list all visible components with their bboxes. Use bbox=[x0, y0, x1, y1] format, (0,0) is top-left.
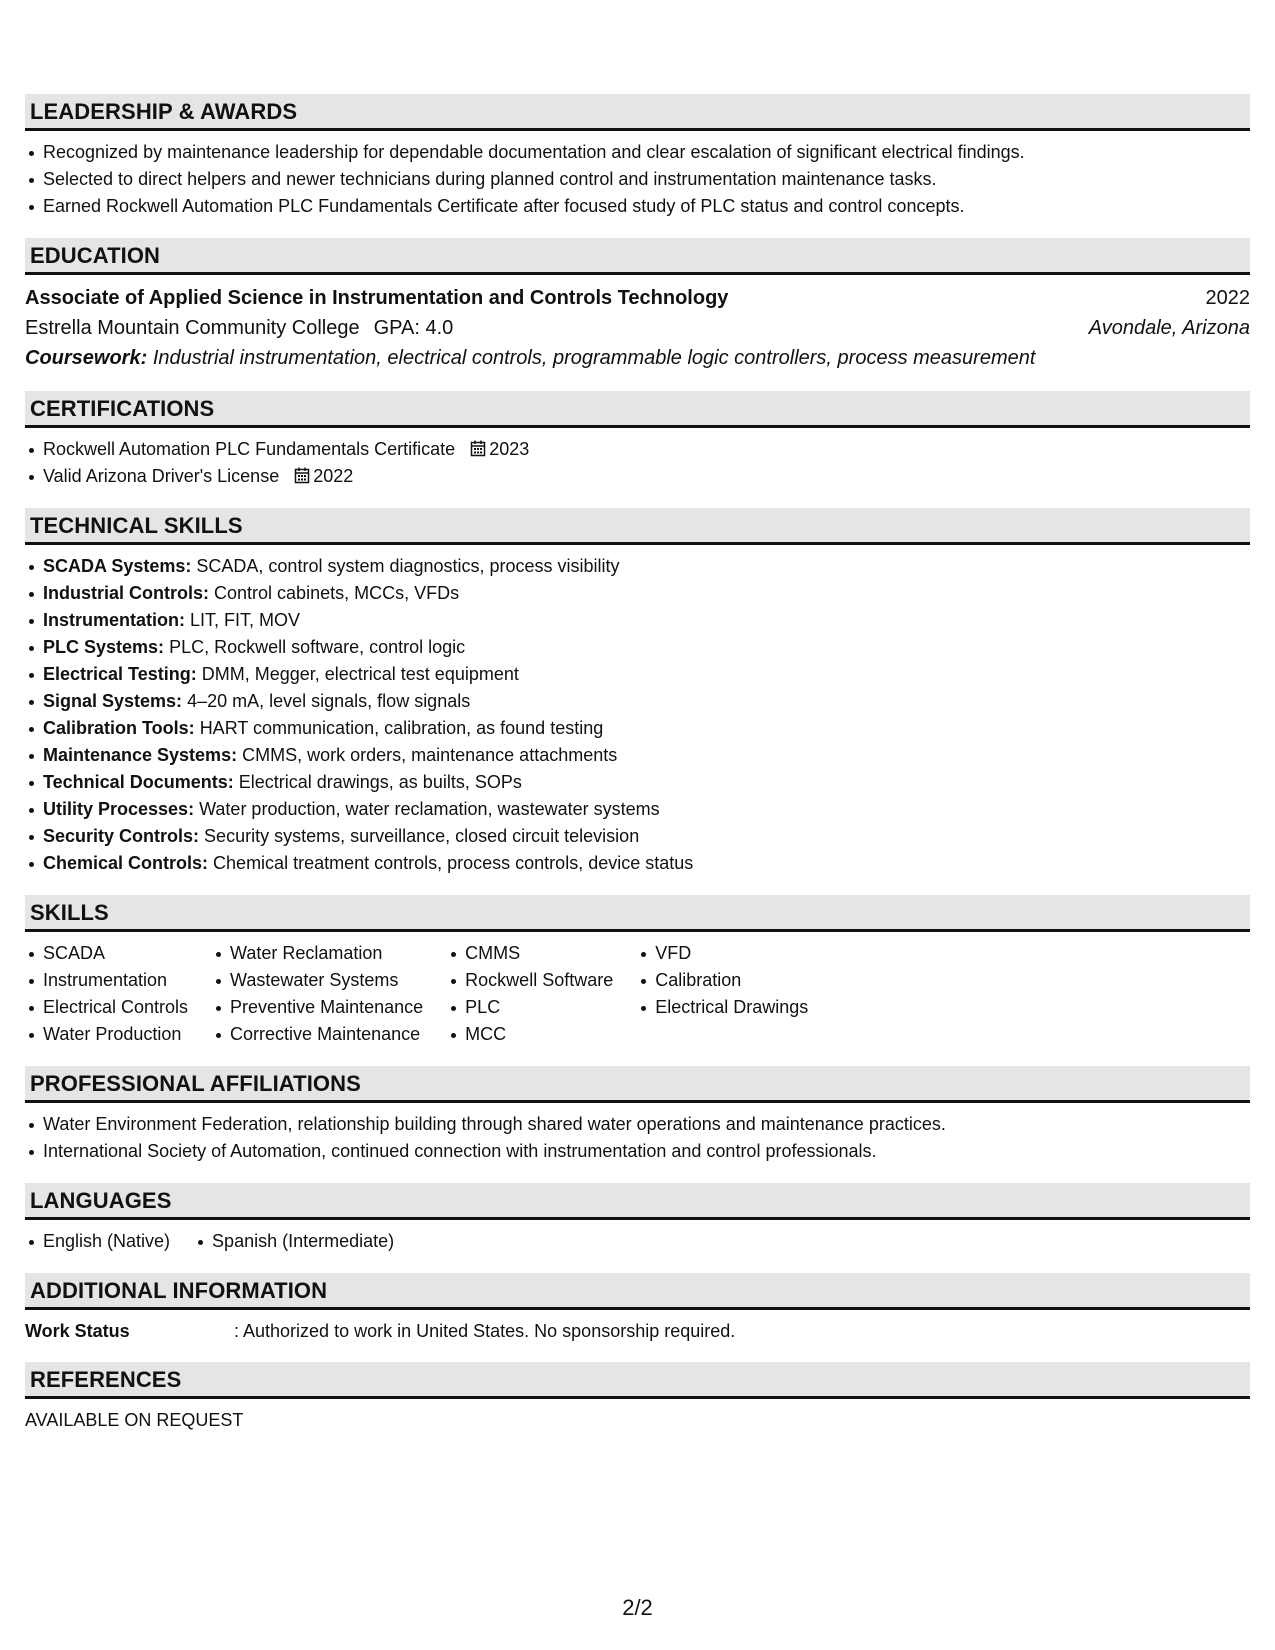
skill-item: MCC bbox=[447, 1021, 613, 1048]
skill-values: Water production, water reclamation, wastewater systems bbox=[199, 799, 660, 819]
skill-category: Technical Documents: bbox=[43, 772, 234, 792]
list-item: Earned Rockwell Automation PLC Fundamentals Certificate after focused study of PLC status and control concepts. bbox=[25, 193, 1250, 220]
list-item bbox=[25, 553, 1250, 580]
education-section bbox=[25, 238, 1250, 373]
additional-info-section bbox=[25, 1273, 1250, 1344]
technical-skills-list bbox=[25, 553, 1250, 877]
education-degree-row bbox=[25, 283, 1250, 313]
list-item: International Society of Automation, continued connection with instrumentation and control professionals. bbox=[25, 1138, 1250, 1165]
list-item bbox=[25, 850, 1250, 877]
certification-name: Rockwell Automation PLC Fundamentals Certificate bbox=[43, 439, 456, 459]
section-heading: PROFESSIONAL AFFILIATIONS bbox=[25, 1066, 1250, 1103]
certification-date: 2022 bbox=[313, 466, 354, 486]
skill-values: 4–20 mA, level signals, flow signals bbox=[187, 691, 471, 711]
affiliations-list bbox=[25, 1111, 1250, 1165]
page-number: 2/2 bbox=[622, 1595, 653, 1620]
skill-item: Instrumentation bbox=[25, 967, 188, 994]
skills-section bbox=[25, 895, 1250, 1048]
list-item: Water Environment Federation, relationship building through shared water operations and maintenance practices. bbox=[25, 1111, 1250, 1138]
skill-item: CMMS bbox=[447, 940, 613, 967]
section-heading: CERTIFICATIONS bbox=[25, 391, 1250, 428]
leadership-section bbox=[25, 94, 1250, 220]
skill-values: SCADA, control system diagnostics, process visibility bbox=[196, 556, 620, 576]
skill-item: SCADA bbox=[25, 940, 188, 967]
certification-item bbox=[25, 436, 1250, 463]
skills-columns bbox=[25, 940, 1250, 1048]
skill-item: PLC bbox=[447, 994, 613, 1021]
skill-category: PLC Systems: bbox=[43, 637, 165, 657]
coursework-text: Industrial instrumentation, electrical controls, programmable logic controllers, process measurement bbox=[152, 347, 1036, 369]
skill-item: Calibration bbox=[637, 967, 808, 994]
certification-name: Valid Arizona Driver's License bbox=[43, 466, 280, 486]
list-item bbox=[25, 715, 1250, 742]
section-heading: SKILLS bbox=[25, 895, 1250, 932]
section-heading: LEADERSHIP & AWARDS bbox=[25, 94, 1250, 131]
skill-values: DMM, Megger, electrical test equipment bbox=[201, 664, 519, 684]
skill-values: Security systems, surveillance, closed circuit television bbox=[204, 826, 640, 846]
work-status-label: Work Status bbox=[25, 1321, 130, 1341]
skills-column bbox=[447, 940, 637, 1048]
references-text: AVAILABLE ON REQUEST bbox=[25, 1410, 244, 1430]
list-item bbox=[25, 607, 1250, 634]
skill-category: SCADA Systems: bbox=[43, 556, 192, 576]
language-item: Spanish (Intermediate) bbox=[194, 1228, 394, 1255]
leadership-list bbox=[25, 139, 1250, 220]
skill-values: HART communication, calibration, as found testing bbox=[199, 718, 604, 738]
skill-item: Electrical Drawings bbox=[637, 994, 808, 1021]
list-item bbox=[25, 661, 1250, 688]
degree-title: Associate of Applied Science in Instrumentation and Controls Technology bbox=[25, 287, 729, 309]
skill-values: CMMS, work orders, maintenance attachments bbox=[242, 745, 618, 765]
skill-category: Electrical Testing: bbox=[43, 664, 197, 684]
list-item bbox=[25, 769, 1250, 796]
skills-column bbox=[637, 940, 832, 1048]
list-item bbox=[25, 796, 1250, 823]
skill-item: Wastewater Systems bbox=[212, 967, 423, 994]
list-item bbox=[25, 634, 1250, 661]
section-heading: TECHNICAL SKILLS bbox=[25, 508, 1250, 545]
resume-page bbox=[25, 94, 1250, 1451]
list-item: Selected to direct helpers and newer technicians during planned control and instrumentation maintenance tasks. bbox=[25, 166, 1250, 193]
skill-category: Chemical Controls: bbox=[43, 853, 209, 873]
list-item bbox=[25, 688, 1250, 715]
skill-item: VFD bbox=[637, 940, 808, 967]
languages-list bbox=[25, 1228, 1250, 1255]
section-heading: EDUCATION bbox=[25, 238, 1250, 275]
skill-category: Signal Systems: bbox=[43, 691, 183, 711]
affiliations-section bbox=[25, 1066, 1250, 1165]
graduation-year: 2022 bbox=[1205, 287, 1250, 309]
list-item: Recognized by maintenance leadership for dependable documentation and clear escalation of significant electrical findings. bbox=[25, 139, 1250, 166]
section-heading: ADDITIONAL INFORMATION bbox=[25, 1273, 1250, 1310]
languages-section bbox=[25, 1183, 1250, 1255]
certification-date: 2023 bbox=[489, 439, 530, 459]
list-item bbox=[25, 742, 1250, 769]
section-heading: REFERENCES bbox=[25, 1362, 1250, 1399]
skill-item: Electrical Controls bbox=[25, 994, 188, 1021]
skill-values: PLC, Rockwell software, control logic bbox=[169, 637, 466, 657]
references-section bbox=[25, 1362, 1250, 1433]
skill-values: Control cabinets, MCCs, VFDs bbox=[214, 583, 460, 603]
section-heading: LANGUAGES bbox=[25, 1183, 1250, 1220]
certification-item bbox=[25, 463, 1250, 490]
coursework-label: Coursework: bbox=[25, 347, 148, 369]
certifications-list bbox=[25, 436, 1250, 490]
skill-category: Utility Processes: bbox=[43, 799, 195, 819]
skill-category: Maintenance Systems: bbox=[43, 745, 238, 765]
school-location: Avondale, Arizona bbox=[1088, 317, 1250, 339]
list-item bbox=[25, 580, 1250, 607]
skill-item: Corrective Maintenance bbox=[212, 1021, 423, 1048]
language-item: English (Native) bbox=[25, 1228, 170, 1255]
skill-category: Security Controls: bbox=[43, 826, 200, 846]
skill-item: Preventive Maintenance bbox=[212, 994, 423, 1021]
skill-item: Water Reclamation bbox=[212, 940, 423, 967]
technical-skills-section bbox=[25, 508, 1250, 877]
skills-column bbox=[212, 940, 447, 1048]
work-status-value: : Authorized to work in United States. No sponsorship required. bbox=[234, 1321, 736, 1341]
calendar-icon bbox=[470, 440, 486, 457]
skill-values: LIT, FIT, MOV bbox=[190, 610, 301, 630]
skill-values: Electrical drawings, as builts, SOPs bbox=[238, 772, 522, 792]
skills-column bbox=[25, 940, 212, 1048]
skill-values: Chemical treatment controls, process controls, device status bbox=[213, 853, 694, 873]
coursework-row bbox=[25, 343, 1250, 373]
skill-category: Calibration Tools: bbox=[43, 718, 195, 738]
skill-item: Water Production bbox=[25, 1021, 188, 1048]
skill-category: Industrial Controls: bbox=[43, 583, 209, 603]
calendar-icon bbox=[294, 467, 310, 484]
gpa: GPA: 4.0 bbox=[373, 317, 454, 339]
list-item bbox=[25, 823, 1250, 850]
skill-item: Rockwell Software bbox=[447, 967, 613, 994]
certifications-section bbox=[25, 391, 1250, 490]
work-status-row bbox=[25, 1318, 1250, 1344]
education-school-row bbox=[25, 313, 1250, 343]
skill-category: Instrumentation: bbox=[43, 610, 185, 630]
school-name: Estrella Mountain Community College bbox=[25, 317, 360, 339]
